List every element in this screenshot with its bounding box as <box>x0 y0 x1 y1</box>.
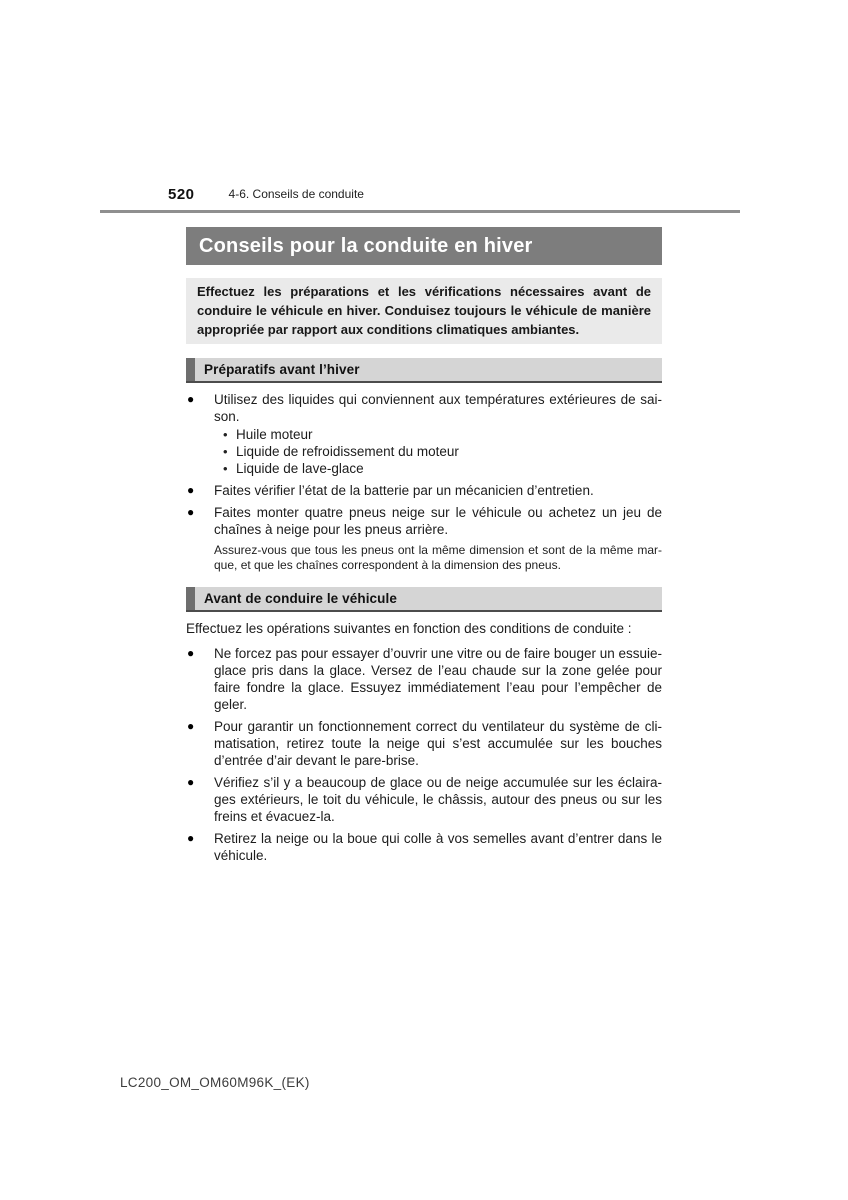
bullet-icon: ● <box>187 719 195 733</box>
list-item <box>186 774 662 825</box>
sub-bullet-icon: • <box>223 427 228 442</box>
sub-list-item <box>214 443 662 460</box>
sub-bullet-icon: • <box>223 461 228 476</box>
section-tab-marker <box>186 358 195 381</box>
bullet-icon: ● <box>187 392 195 406</box>
bullet-icon: ● <box>187 775 195 789</box>
list-item-text: Faites vérifier l’état de la batterie par un mécanicien d’entretien. <box>214 483 594 498</box>
list-item-text: Pour garantir un fonctionnement correct du ventilateur du système de climatisation, retirez toute la neige qui s’est accumulée sur les bouches d’entrée d’air devant le pare-brise. <box>214 719 662 768</box>
bullet-list <box>186 391 662 573</box>
page-content <box>186 227 662 869</box>
sub-bullet-list <box>214 426 662 477</box>
section-heading: Préparatifs avant l’hiver <box>204 362 360 377</box>
section-preparatifs <box>186 358 662 573</box>
section-heading-bar <box>186 358 662 383</box>
list-item-text: Vérifiez s’il y a beaucoup de glace ou de neige accumulée sur les éclairages extérieurs, le toit du véhicule, le châssis, autour des pneus ou sur les freins et évacuez-la. <box>214 775 662 824</box>
list-item <box>186 391 662 477</box>
list-item <box>186 645 662 713</box>
sub-list-item-text: Liquide de refroidissement du moteur <box>236 444 459 459</box>
bullet-icon: ● <box>187 483 195 497</box>
sub-list-item <box>214 426 662 443</box>
list-item-text: Faites monter quatre pneus neige sur le véhicule ou achetez un jeu de chaînes à neige pour les pneus arrière. <box>214 505 662 537</box>
bullet-icon: ● <box>187 831 195 845</box>
list-item-text: Retirez la neige ou la boue qui colle à vos semelles avant d’entrer dans le véhicule. <box>214 831 662 863</box>
list-item <box>186 830 662 864</box>
section-tab-marker <box>186 587 195 610</box>
bullet-list <box>186 645 662 864</box>
sub-bullet-icon: • <box>223 444 228 459</box>
chapter-breadcrumb: 4-6. Conseils de conduite <box>228 187 364 201</box>
sub-list-item-text: Liquide de lave-glace <box>236 461 364 476</box>
document-code: LC200_OM_OM60M96K_(EK) <box>120 1075 310 1090</box>
list-item-text: Ne forcez pas pour essayer d’ouvrir une vitre ou de faire bouger un essuie-glace pris dans la glace. Versez de l’eau chaude sur la zone gelée pour faire fondre la glace. Essuyez immédiatement l’eau pour l’empêcher de geler. <box>214 646 662 712</box>
page-number: 520 <box>168 186 195 203</box>
running-header <box>168 186 728 204</box>
chapter-title-bar <box>186 227 662 265</box>
sub-list-item-text: Huile moteur <box>236 427 313 442</box>
section-avant-conduire <box>186 587 662 864</box>
header-rule-divider <box>100 210 740 213</box>
list-item <box>186 718 662 769</box>
sub-list-item <box>214 460 662 477</box>
list-item <box>186 504 662 573</box>
bullet-icon: ● <box>187 505 195 519</box>
section-heading-bar <box>186 587 662 612</box>
list-item-note: Assurez-vous que tous les pneus ont la même dimension et sont de la même marque, et que les chaînes correspondent à la dimension des pneus. <box>214 543 662 572</box>
section-intro-text: Effectuez les opérations suivantes en fonction des conditions de conduite : <box>186 621 632 636</box>
page-title: Conseils pour la conduite en hiver <box>199 235 533 257</box>
list-item <box>186 482 662 499</box>
list-item-text: Utilisez des liquides qui conviennent aux températures extérieures de saison. <box>214 392 662 424</box>
section-heading: Avant de conduire le véhicule <box>204 591 397 606</box>
intro-callout-box: Effectuez les préparations et les vérifications nécessaires avant de conduire le véhicule en hiver. Conduisez toujours le véhicule de manière appropriée par rapport aux conditions climatiques ambiantes. <box>186 278 662 344</box>
bullet-icon: ● <box>187 646 195 660</box>
